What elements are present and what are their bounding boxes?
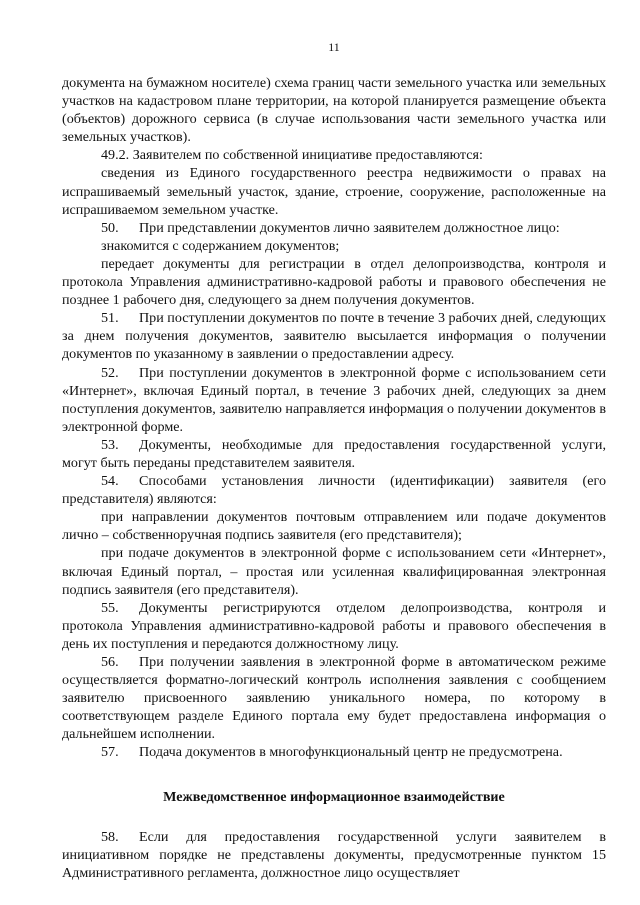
paragraph-text: Если для предоставления государственной услуги заявителем в инициативном порядке не представлены документы, предусмотренные пунктом 15 Административного регламента, должностное лицо осуществляет bbox=[62, 828, 606, 881]
paragraph-50-a bbox=[62, 237, 606, 255]
paragraph-54-b bbox=[62, 544, 606, 598]
paragraph-number: 52. bbox=[101, 364, 119, 381]
paragraph-55 bbox=[62, 599, 606, 653]
paragraph-text: При поступлении документов в электронной форме с использованием сети «Интернет», включая Единый портал, в течение 3 рабочих дней, следующих за днем поступления документов, заявителю направляется информация о получении документов в электронной форме. bbox=[62, 364, 606, 435]
paragraph-number: 58. bbox=[101, 828, 119, 845]
section-paragraphs-continued bbox=[62, 828, 606, 882]
paragraph-57 bbox=[62, 743, 606, 761]
paragraph-text: передает документы для регистрации в отдел делопроизводства, контроля и протокола Управления административно-кадровой работы и правового обеспечения не позднее 1 рабочего дня, следующего за днем получения документов. bbox=[62, 255, 606, 309]
section-paragraphs bbox=[62, 74, 606, 762]
paragraph-cont bbox=[62, 74, 606, 146]
paragraph-53 bbox=[62, 436, 606, 472]
paragraph-49-2 bbox=[62, 146, 606, 164]
paragraph-number: 55. bbox=[101, 599, 119, 616]
paragraph-text: при подаче документов в электронной форме с использованием сети «Интернет», включая Единый портал, – простая или усиленная квалифицированная электронная подпись заявителя (его представителя). bbox=[62, 545, 606, 598]
paragraph-54-a bbox=[62, 508, 606, 544]
paragraph-number: 50. bbox=[101, 219, 119, 236]
paragraph-50-b bbox=[62, 255, 606, 309]
paragraph-text: При поступлении документов по почте в течение 3 рабочих дней, следующих за днем получения документов, заявителю высылается информация о получении документов по указанному в заявлении о предоставлении адресу. bbox=[62, 310, 606, 363]
paragraph-text: Подача документов в многофункциональный центр не предусмотрена. bbox=[139, 744, 563, 761]
paragraph-number: 53. bbox=[101, 436, 119, 453]
paragraph-text: Способами установления личности (идентификации) заявителя (его представителя) являются: bbox=[62, 473, 606, 508]
paragraph-number: 51. bbox=[101, 310, 119, 327]
paragraph-58 bbox=[62, 828, 606, 882]
paragraph-49-2-a bbox=[62, 164, 606, 218]
paragraph-number: 54. bbox=[101, 473, 119, 490]
paragraph-text: Документы регистрируются отделом делопроизводства, контроля и протокола Управления административно-кадровой работы и правового обеспечения в день их поступления и передаются должностному лицу. bbox=[62, 599, 606, 652]
paragraph-56 bbox=[62, 653, 606, 743]
paragraph-number: 56. bbox=[101, 654, 119, 670]
paragraph-54 bbox=[62, 472, 606, 508]
paragraph-52 bbox=[62, 364, 606, 436]
paragraph-50 bbox=[62, 219, 606, 237]
paragraph-text: При представлении документов лично заявителем должностное лицо: bbox=[139, 219, 560, 236]
document-body bbox=[62, 74, 606, 882]
paragraph-text: 49.2. Заявителем по собственной инициативе предоставляются: bbox=[101, 147, 483, 164]
paragraph-number: 57. bbox=[101, 744, 119, 761]
paragraph-text: сведения из Единого государственного реестра недвижимости о правах на испрашиваемый земельный участок, здание, строение, сооружение, расположенные на испрашиваемом земельном участке. bbox=[62, 165, 606, 218]
paragraph-text: знакомится с содержанием документов; bbox=[101, 237, 340, 254]
page-number: 11 bbox=[328, 40, 340, 54]
paragraph-text: документа на бумажном носителе) схема границ части земельного участка или земельных участков на кадастровом плане территории, на которой планируется размещение объекта (объектов) дорожного сервиса (в случае использования части земельного участка или земельных участков). bbox=[62, 75, 606, 146]
paragraph-51 bbox=[62, 309, 606, 363]
paragraph-text: при направлении документов почтовым отправлением или подаче документов лично – собственноручная подпись заявителя (его представителя); bbox=[62, 509, 606, 544]
paragraph-text: Документы, необходимые для предоставления государственной услуги, могут быть переданы представителем заявителя. bbox=[62, 436, 606, 471]
section-heading: Межведомственное информационное взаимодействие bbox=[163, 788, 505, 805]
paragraph-text: При получении заявления в электронной форме в автоматическом режиме осуществляется форматно-логический контроль исполнения заявления с сообщением заявителю присвоенного заявлению уникального номера, по которому в соответствующем разделе Единого портала ему будет предоставлена информация о дальнейшем исполнении. bbox=[62, 654, 606, 743]
